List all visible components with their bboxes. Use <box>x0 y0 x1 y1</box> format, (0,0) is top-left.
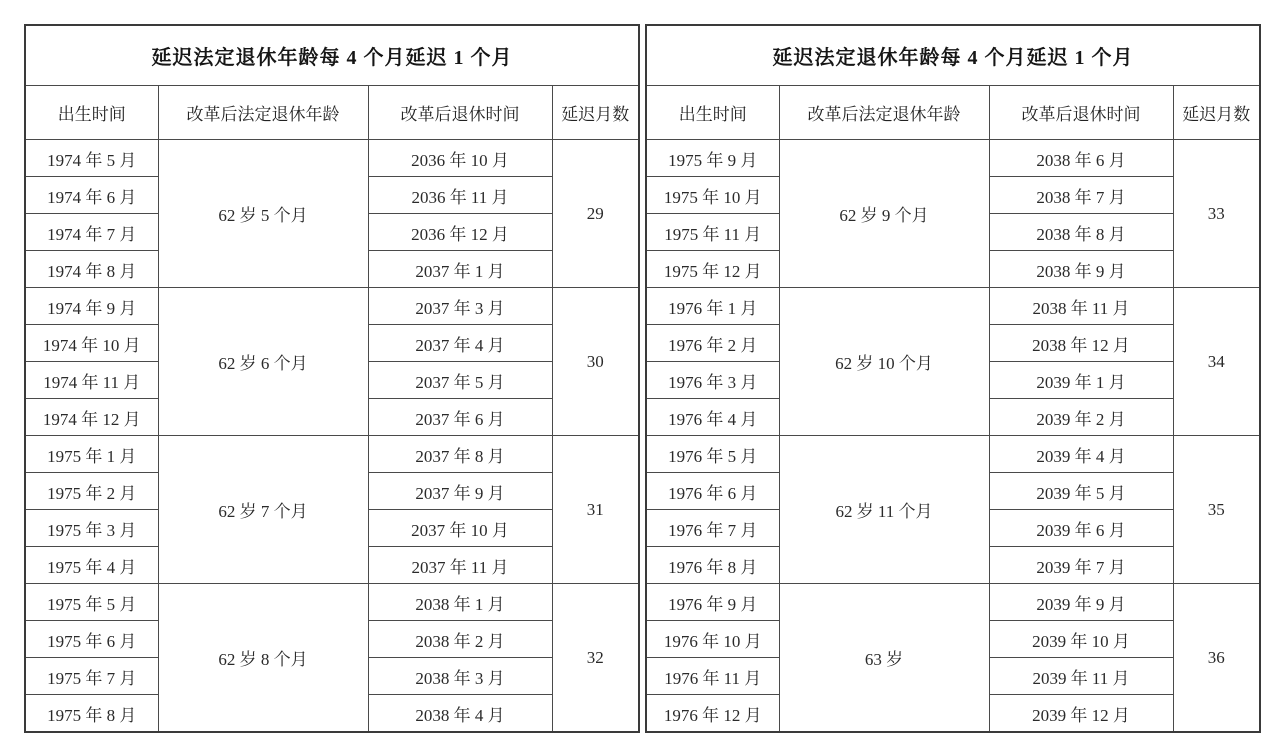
delay-months-cell: 32 <box>552 584 639 733</box>
birth-month-cell: 1976 年 4 月 <box>646 399 779 436</box>
retirement-age-cell: 62 岁 6 个月 <box>158 288 368 436</box>
table-body <box>646 140 1260 733</box>
retirement-date-cell: 2038 年 12 月 <box>989 325 1173 362</box>
retirement-date-cell: 2037 年 8 月 <box>368 436 552 473</box>
retirement-delay-table-left <box>24 24 640 733</box>
birth-month-cell: 1976 年 5 月 <box>646 436 779 473</box>
birth-month-cell: 1975 年 11 月 <box>646 214 779 251</box>
birth-month-cell: 1976 年 10 月 <box>646 621 779 658</box>
retirement-age-cell: 62 岁 9 个月 <box>779 140 989 288</box>
table-header-row <box>646 86 1260 140</box>
birth-month-cell: 1975 年 1 月 <box>25 436 158 473</box>
birth-month-cell: 1976 年 2 月 <box>646 325 779 362</box>
retirement-date-cell: 2038 年 11 月 <box>989 288 1173 325</box>
birth-month-cell: 1976 年 1 月 <box>646 288 779 325</box>
column-header-birth-month: 出生时间 <box>25 86 158 140</box>
retirement-date-cell: 2037 年 11 月 <box>368 547 552 584</box>
birth-month-cell: 1974 年 11 月 <box>25 362 158 399</box>
birth-month-cell: 1975 年 8 月 <box>25 695 158 733</box>
table-row <box>25 436 639 473</box>
retirement-date-cell: 2039 年 12 月 <box>989 695 1173 733</box>
birth-month-cell: 1974 年 6 月 <box>25 177 158 214</box>
retirement-date-cell: 2036 年 12 月 <box>368 214 552 251</box>
birth-month-cell: 1974 年 5 月 <box>25 140 158 177</box>
birth-month-cell: 1975 年 5 月 <box>25 584 158 621</box>
retirement-date-cell: 2037 年 5 月 <box>368 362 552 399</box>
table-row <box>25 288 639 325</box>
retirement-date-cell: 2037 年 4 月 <box>368 325 552 362</box>
retirement-date-cell: 2039 年 7 月 <box>989 547 1173 584</box>
column-header-retirement-date: 改革后退休时间 <box>368 86 552 140</box>
retirement-date-cell: 2038 年 4 月 <box>368 695 552 733</box>
retirement-age-cell: 62 岁 5 个月 <box>158 140 368 288</box>
birth-month-cell: 1974 年 10 月 <box>25 325 158 362</box>
table-title: 延迟法定退休年龄每 4 个月延迟 1 个月 <box>646 25 1260 86</box>
retirement-date-cell: 2037 年 1 月 <box>368 251 552 288</box>
birth-month-cell: 1976 年 6 月 <box>646 473 779 510</box>
table-row <box>25 140 639 177</box>
retirement-date-cell: 2039 年 10 月 <box>989 621 1173 658</box>
retirement-date-cell: 2039 年 6 月 <box>989 510 1173 547</box>
delay-months-cell: 33 <box>1173 140 1260 288</box>
delay-months-cell: 35 <box>1173 436 1260 584</box>
birth-month-cell: 1975 年 6 月 <box>25 621 158 658</box>
birth-month-cell: 1976 年 9 月 <box>646 584 779 621</box>
retirement-date-cell: 2039 年 2 月 <box>989 399 1173 436</box>
delay-months-cell: 30 <box>552 288 639 436</box>
column-header-retirement-date: 改革后退休时间 <box>989 86 1173 140</box>
table-header-row <box>25 86 639 140</box>
retirement-date-cell: 2037 年 3 月 <box>368 288 552 325</box>
table-row <box>646 436 1260 473</box>
delay-months-cell: 36 <box>1173 584 1260 733</box>
table-row <box>25 584 639 621</box>
birth-month-cell: 1976 年 7 月 <box>646 510 779 547</box>
retirement-date-cell: 2039 年 1 月 <box>989 362 1173 399</box>
birth-month-cell: 1975 年 2 月 <box>25 473 158 510</box>
delay-months-cell: 31 <box>552 436 639 584</box>
birth-month-cell: 1975 年 7 月 <box>25 658 158 695</box>
retirement-date-cell: 2037 年 9 月 <box>368 473 552 510</box>
retirement-age-cell: 63 岁 <box>779 584 989 733</box>
tables-wrap <box>24 24 1256 733</box>
table-row <box>646 288 1260 325</box>
column-header-retirement-age: 改革后法定退休年龄 <box>779 86 989 140</box>
retirement-age-cell: 62 岁 11 个月 <box>779 436 989 584</box>
birth-month-cell: 1976 年 11 月 <box>646 658 779 695</box>
table-row <box>646 584 1260 621</box>
table-title-row <box>646 25 1260 86</box>
birth-month-cell: 1976 年 8 月 <box>646 547 779 584</box>
birth-month-cell: 1975 年 4 月 <box>25 547 158 584</box>
retirement-age-cell: 62 岁 8 个月 <box>158 584 368 733</box>
retirement-date-cell: 2038 年 1 月 <box>368 584 552 621</box>
retirement-age-cell: 62 岁 7 个月 <box>158 436 368 584</box>
table-body <box>25 140 639 733</box>
birth-month-cell: 1974 年 9 月 <box>25 288 158 325</box>
retirement-date-cell: 2037 年 6 月 <box>368 399 552 436</box>
table-title: 延迟法定退休年龄每 4 个月延迟 1 个月 <box>25 25 639 86</box>
birth-month-cell: 1976 年 12 月 <box>646 695 779 733</box>
column-header-birth-month: 出生时间 <box>646 86 779 140</box>
retirement-delay-table-right <box>645 24 1261 733</box>
retirement-date-cell: 2036 年 11 月 <box>368 177 552 214</box>
retirement-date-cell: 2039 年 5 月 <box>989 473 1173 510</box>
birth-month-cell: 1974 年 12 月 <box>25 399 158 436</box>
table-title-row <box>25 25 639 86</box>
retirement-date-cell: 2038 年 3 月 <box>368 658 552 695</box>
retirement-age-cell: 62 岁 10 个月 <box>779 288 989 436</box>
birth-month-cell: 1976 年 3 月 <box>646 362 779 399</box>
delay-months-cell: 29 <box>552 140 639 288</box>
retirement-date-cell: 2039 年 9 月 <box>989 584 1173 621</box>
retirement-date-cell: 2038 年 8 月 <box>989 214 1173 251</box>
birth-month-cell: 1975 年 10 月 <box>646 177 779 214</box>
birth-month-cell: 1974 年 8 月 <box>25 251 158 288</box>
birth-month-cell: 1975 年 3 月 <box>25 510 158 547</box>
delay-months-cell: 34 <box>1173 288 1260 436</box>
retirement-date-cell: 2038 年 6 月 <box>989 140 1173 177</box>
retirement-date-cell: 2039 年 4 月 <box>989 436 1173 473</box>
retirement-date-cell: 2038 年 7 月 <box>989 177 1173 214</box>
column-header-retirement-age: 改革后法定退休年龄 <box>158 86 368 140</box>
retirement-date-cell: 2038 年 9 月 <box>989 251 1173 288</box>
table-row <box>646 140 1260 177</box>
retirement-date-cell: 2038 年 2 月 <box>368 621 552 658</box>
retirement-date-cell: 2037 年 10 月 <box>368 510 552 547</box>
retirement-date-cell: 2036 年 10 月 <box>368 140 552 177</box>
column-header-delay-months: 延迟月数 <box>1173 86 1260 140</box>
column-header-delay-months: 延迟月数 <box>552 86 639 140</box>
retirement-date-cell: 2039 年 11 月 <box>989 658 1173 695</box>
birth-month-cell: 1975 年 9 月 <box>646 140 779 177</box>
birth-month-cell: 1975 年 12 月 <box>646 251 779 288</box>
birth-month-cell: 1974 年 7 月 <box>25 214 158 251</box>
